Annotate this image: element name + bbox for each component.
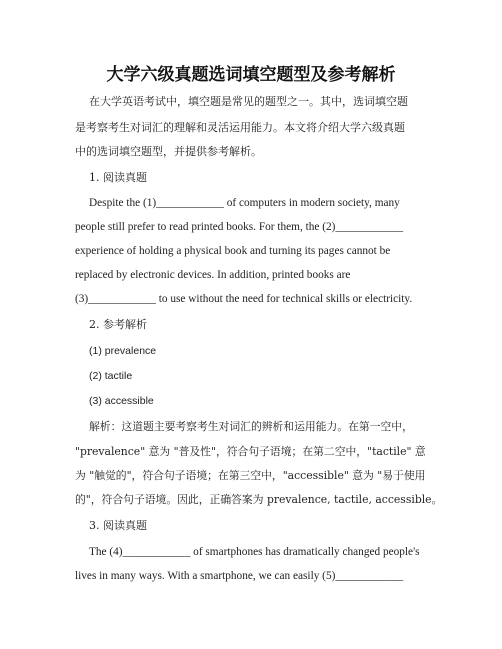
passage-line: experience of holding a physical book and turning its pages cannot be — [75, 245, 391, 257]
passage-line: (3)____________ to use without the need for technical skills or electricity. — [75, 293, 413, 305]
analysis-line: 为 "触觉的"，符合句子语境；在第三空中，"accessible" 意为 "易于使用 — [75, 469, 426, 482]
answer-item: (2) tactile — [89, 370, 133, 382]
answer-item: (1) prevalence — [89, 345, 157, 357]
section-heading: 2. 参考解析 — [89, 318, 147, 331]
analysis-line: 的"，符合句子语境。因此，正确答案为 prevalence, tactile, accessible。 — [75, 493, 443, 506]
intro-line: 是考察考生对词汇的理解和灵活运用能力。本文将介绍大学六级真题 — [75, 121, 405, 134]
section-heading: 1. 阅读真题 — [89, 171, 147, 184]
answer-item: (3) accessible — [89, 395, 154, 407]
intro-line: 中的选词填空题型，并提供参考解析。 — [75, 145, 262, 158]
passage-line: The (4)____________ of smartphones has dramatically changed people's — [89, 546, 420, 558]
intro-line: 在大学英语考试中，填空题是常见的题型之一。其中，选词填空题 — [89, 95, 408, 108]
analysis-line: 解析：这道题主要考察考生对词汇的辨析和运用能力。在第一空中， — [89, 420, 413, 433]
section-heading: 3. 阅读真题 — [89, 519, 147, 532]
analysis-line: "prevalence" 意为 "普及性"，符合句子语境；在第二空中，"tactile" 意 — [75, 445, 426, 458]
page-title: 大学六级真题选词填空题型及参考解析 — [106, 65, 396, 85]
passage-line: lives in many ways. With a smartphone, we can easily (5)____________ — [75, 570, 404, 582]
passage-line: replaced by electronic devices. In addition, printed books are — [75, 269, 351, 281]
passage-line: Despite the (1)____________ of computers in modern society, many — [89, 197, 400, 209]
passage-line: people still prefer to read printed books. For them, the (2)____________ — [75, 221, 404, 233]
